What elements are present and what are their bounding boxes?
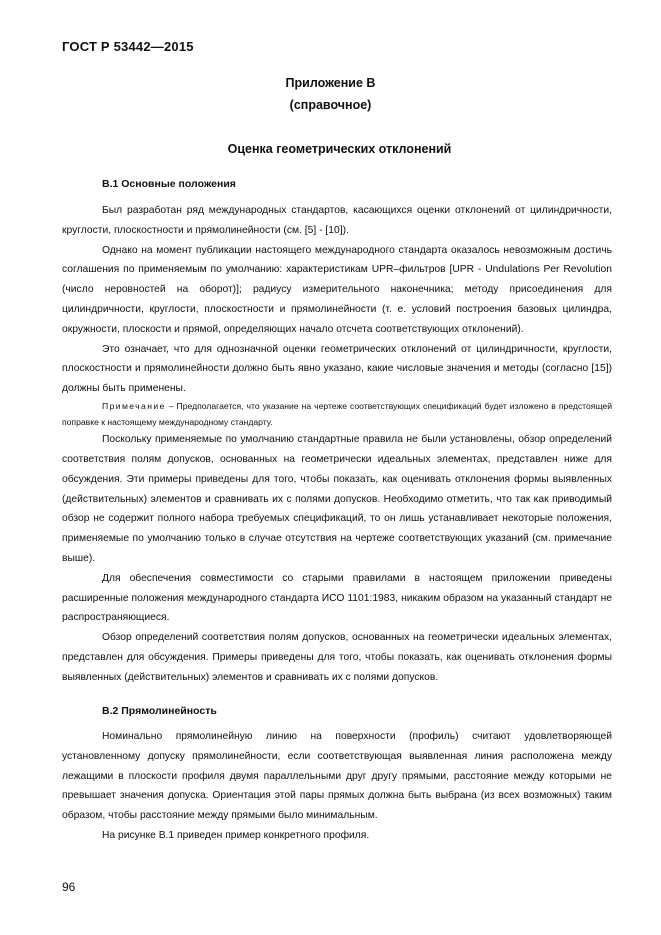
section-b1-body xyxy=(62,201,612,688)
note-paragraph xyxy=(62,399,612,430)
paragraph: Обзор определений соответствия полям допусков, основанных на геометрически идеальных элементах, представлен для обсуждения. Примеры приведены для того, чтобы показать, как оценивать отклонения формы выявленных (действительных) элементов и сравнивать их с полями допусков. xyxy=(62,632,612,683)
paragraph: На рисунке В.1 приведен пример конкретного профиля. xyxy=(102,829,370,841)
paragraph: Для обеспечения совместимости со старыми правилами в настоящем приложении приведены расширенные положения международного стандарта ИСО 1101:1983, никаким образом на указанный стандарт не распространяющиеся. xyxy=(62,572,612,624)
heading-b1: В.1 Основные положения xyxy=(102,178,236,190)
paragraph: Это означает, что для однозначной оценки геометрических отклонений от цилиндричности, круглости, плоскостности и прямолинейности должно быть явно указано, какие числовые значения и методы (согласно [15]) должны быть применены. xyxy=(62,343,612,395)
heading-b2: В.2 Прямолинейность xyxy=(102,705,217,717)
section-b2-body xyxy=(62,727,612,846)
appendix-section-title: Оценка геометрических отклонений xyxy=(227,142,452,156)
page-number: 96 xyxy=(62,880,76,894)
note-text: – Предполагается, что указание на чертеже соответствующих спецификаций будет изложено в предстоящей поправке к настоящему международному стандарту. xyxy=(62,400,612,427)
document-code: ГОСТ Р 53442—2015 xyxy=(62,39,194,54)
paragraph: Был разработан ряд международных стандартов, касающихся оценки отклонений от цилиндричности, круглости, плоскостности и прямолинейности (см. [5] - [10]). xyxy=(62,205,612,236)
appendix-title: Приложение В xyxy=(285,76,376,90)
appendix-subtitle: (справочное) xyxy=(289,98,372,112)
note-lead: Примечание xyxy=(102,400,166,411)
paragraph: Однако на момент публикации настоящего международного стандарта оказалось невозможным достичь соглашения по применяемым по умолчанию: характеристикам UPR–фильтров [UPR - Undulations Per Revolution (число неровностей на оборот)]; радиусу измерительного наконечника; методу присоединения для цилиндричности, круглости, плоскостности и прямолинейности (т. е. условий построения базовых цилиндра, окружности, плоскости и прямой, определяющих начало отсчета соответствующих отклонений). xyxy=(62,244,612,335)
paragraph: Номинально прямолинейную линию на поверхности (профиль) считают удовлетворяющей установленному допуску прямолинейности, если соответствующая выявленная линия расположена между лежащими в плоскости профиля двумя параллельными друг другу прямыми, расстояние между которыми не превышает значения допуска. Ориентация этой пары прямых должна быть выбрана (из всех возможных) таким образом, чтобы расстояние между прямыми было минимальным. xyxy=(62,731,612,822)
paragraph: Поскольку применяемые по умолчанию стандартные правила не были установлены, обзор определений соответствия полям допусков, основанных на геометрически идеальных элементах, представлен ниже для обсуждения. Эти примеры приведены для того, чтобы показать, как оценивать отклонения формы выявленных (действительных) элементов и сравнивать их с полями допусков. Необходимо отметить, что так как приводимый обзор не содержит полного набора требуемых спецификаций, то он лишь устанавливает некоторые положения, применяемые по умолчанию только в случае отсутствия на чертеже соответствующих указаний (см. примечание выше). xyxy=(62,434,612,564)
